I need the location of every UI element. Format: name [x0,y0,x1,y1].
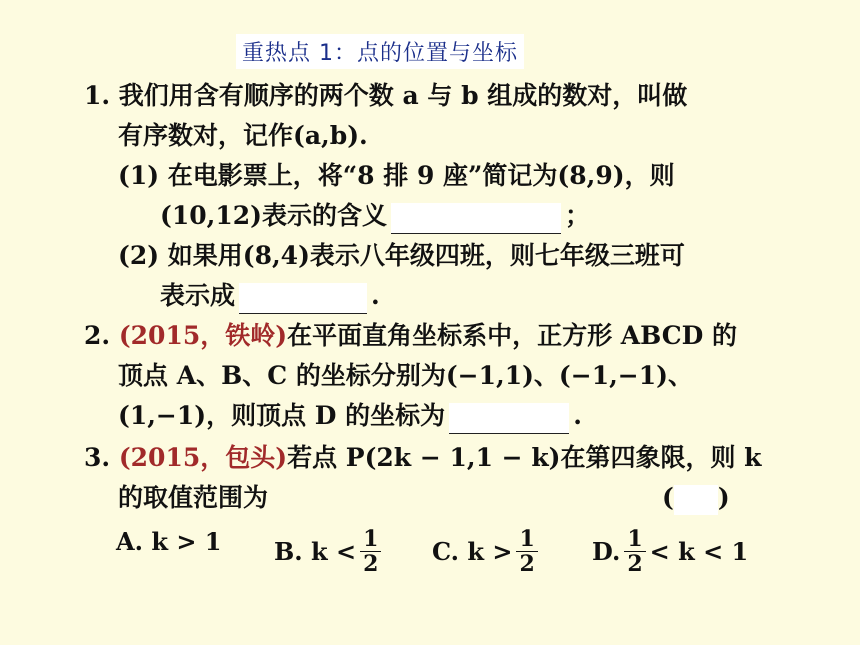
q2-line-1 [84,318,737,354]
q2-source: (2015，铁岭) [118,321,288,350]
q3-line-2: 的取值范围为 [118,483,269,512]
q2-line-3 [118,398,582,434]
q2-number: 2. [84,321,111,350]
q1-part1-answer-blank[interactable] [391,203,561,234]
q1-line-1: 1. 我们用含有顺序的两个数 a 与 b 组成的数对，叫做 [84,81,688,110]
choice-c-denominator: 2 [519,551,535,577]
choice-c[interactable] [432,527,542,576]
choice-d-denominator: 2 [627,551,643,577]
choice-d-text: < k < 1 [649,537,749,566]
q2-line-2: 顶点 A、B、C 的坐标分别为(−1,1)、(−1,−1)、 [118,361,693,390]
q3-line-1 [84,440,762,476]
q1-part2-answer-blank[interactable] [239,283,367,314]
q3-paren-right: ) [717,483,730,512]
q1-part2-line-1: (2) 如果用(8,4)表示八年级四班，则七年级三班可 [118,241,685,270]
choice-b-denominator: 2 [363,551,379,577]
q1-part1-line-2 [160,198,590,234]
q3-paren-left: ( [662,483,674,512]
choice-c-numerator: 1 [516,527,537,552]
choice-d[interactable] [592,527,748,576]
choice-b[interactable] [274,527,385,576]
q2-end: . [573,401,582,430]
q2-line-3-text: (1,−1)，则顶点 D 的坐标为 [118,401,446,430]
choice-c-text: C. k > [432,537,513,566]
q1-part2-end: . [371,281,380,310]
q3-number: 3. [84,443,111,472]
q3-answer-bracket [662,480,730,516]
q2-answer-blank[interactable] [449,403,569,434]
choice-b-text: B. k < [274,537,357,566]
q2-line-1-text: 在平面直角坐标系中，正方形 ABCD 的 [287,321,738,350]
q1-part1-end: ； [564,201,590,230]
q1-part1-text: (10,12)表示的含义 [160,201,387,230]
choice-c-fraction [516,527,537,576]
choice-a[interactable] [116,527,221,556]
choice-b-numerator: 1 [360,527,381,552]
q3-line-1-text: 若点 P(2k − 1,1 − k)在第四象限，则 k [287,443,762,472]
q3-answer-box[interactable] [674,485,718,515]
choice-d-numerator: 1 [624,527,645,552]
section-title: 重热点 1：点的位置与坐标 [236,34,524,69]
q1-line-2: 有序数对，记作(a,b). [118,121,368,150]
q1-part2-line-2 [160,278,380,314]
q3-source: (2015，包头) [118,443,288,472]
choice-a-text: A. k > 1 [116,527,222,556]
q1-part1-line-1: (1) 在电影票上，将“8 排 9 座”简记为(8,9)，则 [118,161,675,190]
q1-part2-text: 表示成 [160,281,236,310]
choice-b-fraction [360,527,381,576]
choice-d-fraction [624,527,645,576]
choice-d-label: D. [592,537,621,566]
